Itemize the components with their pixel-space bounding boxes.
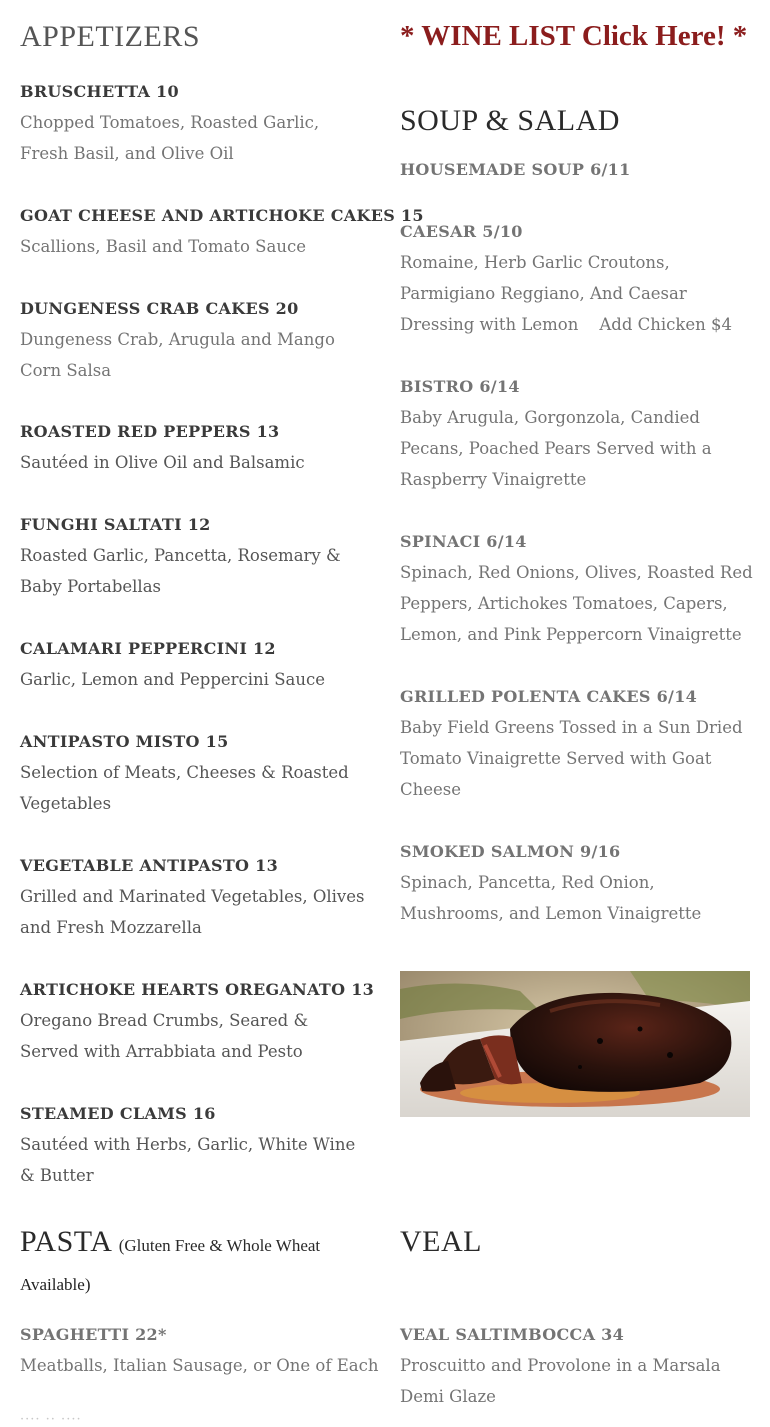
menu-item-desc: Baby Field Greens Tossed in a Sun Dried Tomato Vinaigrette Served with Goat Cheese: [400, 718, 743, 799]
menu-item-desc: Garlic, Lemon and Peppercini Sauce: [20, 670, 325, 689]
menu-item-bistro: [400, 379, 750, 495]
menu-item-title: SPAGHETTI 22*: [20, 1325, 167, 1344]
menu-item-spinaci: [400, 534, 755, 650]
pasta-heading-note-cont: Available): [20, 1275, 91, 1294]
menu-item-title: BISTRO 6/14: [400, 377, 520, 396]
menu-item-title: GOAT CHEESE AND ARTICHOKE CAKES 15: [20, 206, 424, 225]
menu-item-title: HOUSEMADE SOUP 6/11: [400, 160, 631, 179]
menu-item-crab-cakes: [20, 301, 370, 386]
menu-item-title: CAESAR 5/10: [400, 222, 523, 241]
menu-item-desc: Spinach, Red Onions, Olives, Roasted Red Peppers, Artichokes Tomatoes, Capers, Lemon, and Pink Peppercorn Vinaigrette: [400, 563, 753, 644]
menu-item-smoked-salmon: [400, 844, 750, 929]
menu-item-caesar: [400, 224, 750, 340]
menu-item-antipasto-misto: [20, 734, 370, 819]
menu-item-desc: Chopped Tomatoes, Roasted Garlic, Fresh Basil, and Olive Oil: [20, 113, 320, 163]
menu-item-desc: Roasted Garlic, Pancetta, Rosemary & Baby Portabellas: [20, 546, 341, 596]
menu-item-title: BRUSCHETTA 10: [20, 82, 179, 101]
menu-item-roasted-red-peppers: [20, 424, 370, 478]
menu-item-title: FUNGHI SALTATI 12: [20, 515, 211, 534]
menu-item-polenta-cakes: [400, 689, 750, 805]
menu-item-vegetable-antipasto: [20, 858, 370, 943]
menu-item-title: CALAMARI PEPPERCINI 12: [20, 639, 276, 658]
menu-item-veal-saltimbocca: [400, 1327, 750, 1412]
pasta-heading-title: PASTA: [20, 1225, 111, 1258]
menu-item-steamed-clams: [20, 1106, 370, 1191]
pasta-heading-note: (Gluten Free & Whole Wheat: [118, 1236, 321, 1255]
pasta-heading: [20, 1227, 320, 1257]
menu-item-desc: Dungeness Crab, Arugula and Mango Corn Salsa: [20, 330, 335, 380]
menu-item-title: GRILLED POLENTA CAKES 6/14: [400, 687, 698, 706]
menu-item-title: ANTIPASTO MISTO 15: [20, 732, 229, 751]
menu-item-title: SPINACI 6/14: [400, 532, 527, 551]
menu-item-title: VEAL SALTIMBOCCA 34: [400, 1325, 625, 1344]
menu-item-desc: Proscuitto and Provolone in a Marsala Demi Glaze: [400, 1356, 721, 1406]
menu-item-bruschetta: [20, 84, 370, 169]
menu-item-title: SMOKED SALMON 9/16: [400, 842, 621, 861]
menu-item-housemade-soup: [400, 162, 750, 178]
menu-item-desc: Sautéed in Olive Oil and Balsamic: [20, 453, 305, 472]
cut-off-text: ···· ·· ····: [20, 1412, 82, 1427]
menu-item-artichoke-hearts: [20, 980, 375, 1067]
menu-item-desc: Baby Arugula, Gorgonzola, Candied Pecans, Poached Pears Served with a Raspberry Vinaigrette: [400, 408, 712, 489]
appetizers-heading: APPETIZERS: [20, 20, 201, 53]
menu-item-desc: Sautéed with Herbs, Garlic, White Wine & Butter: [20, 1135, 356, 1185]
menu-item-title: DUNGENESS CRAB CAKES 20: [20, 299, 299, 318]
menu-item-desc: Romaine, Herb Garlic Croutons, Parmigiano Reggiano, And Caesar Dressing with Lemon Add Chicken $4: [400, 253, 733, 334]
soup-salad-heading: SOUP & SALAD: [400, 104, 620, 137]
menu-item-desc: Selection of Meats, Cheeses & Roasted Vegetables: [20, 763, 349, 813]
veal-heading: VEAL: [400, 1225, 482, 1258]
menu-item-desc: Oregano Bread Crumbs, Seared & Served with Arrabbiata and Pesto: [20, 1011, 309, 1061]
menu-item-goat-cheese-cakes: [20, 206, 424, 262]
menu-item-funghi-saltati: [20, 517, 370, 602]
wine-list-link[interactable]: * WINE LIST Click Here! *: [400, 20, 748, 52]
menu-item-desc: Grilled and Marinated Vegetables, Olives and Fresh Mozzarella: [20, 887, 365, 937]
menu-item-title: VEGETABLE ANTIPASTO 13: [20, 856, 278, 875]
menu-item-title: STEAMED CLAMS 16: [20, 1104, 216, 1123]
menu-item-desc: Scallions, Basil and Tomato Sauce: [20, 237, 306, 256]
menu-item-desc: Spinach, Pancetta, Red Onion, Mushrooms, and Lemon Vinaigrette: [400, 873, 702, 923]
menu-item-calamari: [20, 641, 370, 695]
menu-item-title: ARTICHOKE HEARTS OREGANATO 13: [20, 980, 375, 999]
menu-item-desc: Meatballs, Italian Sausage, or One of Each: [20, 1356, 379, 1375]
menu-item-title: ROASTED RED PEPPERS 13: [20, 422, 280, 441]
menu-item-spaghetti: [20, 1327, 380, 1381]
grilled-meat-photo: [400, 971, 750, 1117]
